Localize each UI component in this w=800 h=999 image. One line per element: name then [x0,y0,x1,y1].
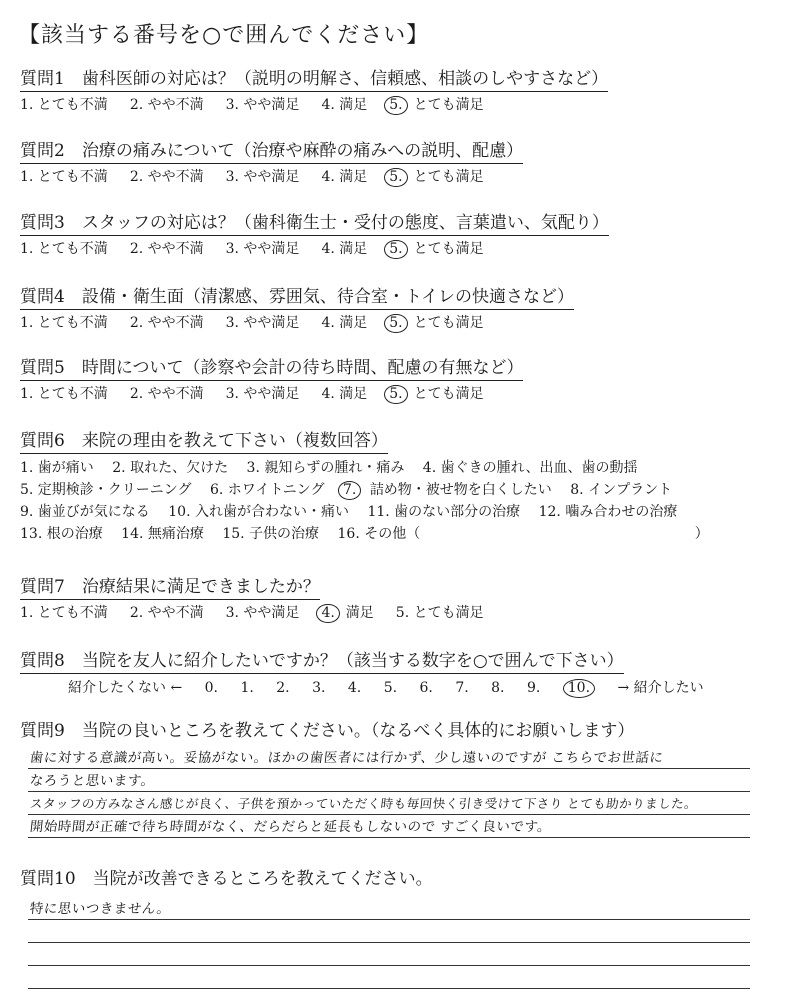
handwritten-text: 開始時間が正確で待ち時間がなく、だらだらと延長もしないので すごく良いです。 [28,819,553,835]
question-5-title: 質問5 時間について（診察や会計の待ち時間、配慮の有無など） [20,357,523,381]
scale-4[interactable]: 4. [347,680,362,696]
question-9-answer[interactable] [28,746,750,838]
question-8-title: 質問8 当院を友人に紹介したいですか？（該当する数字を○で囲んで下さい） [20,650,624,674]
option-5-selected[interactable]: 5. [389,312,407,334]
option-2[interactable]: 2. やや不満 [129,605,204,621]
option-5-selected[interactable]: 5. [389,166,407,188]
option-4[interactable]: 4. 歯ぐきの腫れ、出血、歯の動揺 [422,460,638,476]
scale-8[interactable]: 8. [491,680,505,696]
question-2 [20,140,780,188]
question-5-options [20,383,780,405]
question-3 [20,212,780,260]
option-10[interactable]: 10. 入れ歯が合わない・痛い [168,504,349,520]
option-3[interactable]: 3. 親知らずの腫れ・痛み [246,460,405,476]
option-9[interactable]: 9. 歯並びが気になる [20,504,150,520]
question-7-options [20,602,780,624]
answer-line [28,897,750,920]
option-2[interactable]: 2. 取れた、欠けた [112,460,229,476]
options-row [20,501,780,523]
other-close-paren: ） [694,526,709,542]
option-1[interactable]: 1. とても不満 [20,315,108,331]
question-6-title: 質問6 来院の理由を教えて下さい（複数回答） [20,430,388,454]
option-4-selected[interactable]: 4. [321,602,339,624]
option-1[interactable]: 1. とても不満 [20,241,108,257]
question-7 [20,576,780,624]
question-4-title: 質問4 設備・衛生面（清潔感、雰囲気、待合室・トイレの快適さなど） [20,286,574,310]
question-4-options [20,312,780,334]
scale-0[interactable]: 0. [204,680,218,696]
page-title: 【該当する番号を○で囲んでください】 [18,23,430,48]
option-5-label: とても満足 [413,97,484,113]
answer-line [28,769,750,792]
option-6[interactable]: 6. ホワイトニング [209,482,325,498]
option-3[interactable]: 3. やや満足 [225,169,300,185]
question-2-title: 質問2 治療の痛みについて（治療や麻酔の痛みへの説明、配慮） [20,140,523,164]
handwritten-text: 特に思いつきません。 [28,901,172,917]
option-7-label: 詰め物・被せ物を白くしたい [369,482,552,498]
question-10-title: 質問10 当院が改善できるところを教えてください。 [20,869,433,889]
options-row [20,479,780,501]
scale-9[interactable]: 9. [526,680,541,696]
option-2[interactable]: 2. やや不満 [129,97,204,113]
question-10 [20,868,780,890]
question-7-title: 質問7 治療結果に満足できましたか？ [20,576,320,600]
option-5[interactable]: 5. とても満足 [395,605,484,621]
option-5-label: とても満足 [413,241,484,257]
question-9-title: 質問9 当院の良いところを教えてください。（なるべく具体的にお願いします） [20,721,635,741]
answer-line [28,792,750,815]
options-row [20,523,780,545]
scale-2[interactable]: 2. [276,680,290,696]
option-4[interactable]: 4. 満足 [321,241,368,257]
option-5-label: とても満足 [413,315,484,331]
question-1-title: 質問1 歯科医師の対応は？（説明の明解さ、信頼感、相談のしやすさなど） [20,68,608,92]
option-4[interactable]: 4. 満足 [321,169,368,185]
answer-line [28,966,750,989]
option-5-label: とても満足 [413,169,484,185]
question-8 [20,650,780,699]
scale-left-label: 紹介したくない ← [68,680,183,696]
scale-6[interactable]: 6. [419,680,433,696]
question-1 [20,68,780,116]
question-3-options [20,238,780,260]
scale-1[interactable]: 1. [240,680,254,696]
option-1[interactable]: 1. とても不満 [20,386,108,402]
answer-line [28,920,750,943]
option-1[interactable]: 1. 歯が痛い [20,460,94,476]
option-3[interactable]: 3. やや満足 [225,605,300,621]
option-5-selected[interactable]: 5. [389,94,407,116]
option-12[interactable]: 12. 噛み合わせの治療 [538,504,678,520]
option-5-label: とても満足 [413,386,484,402]
option-7-selected[interactable]: 7. [343,479,361,501]
handwritten-text: なろうと思います。 [28,773,156,789]
scale-5[interactable]: 5. [383,680,398,696]
option-1[interactable]: 1. とても不満 [20,97,108,113]
option-8[interactable]: 8. インプラント [570,482,673,498]
answer-line [28,746,750,769]
question-2-options [20,166,780,188]
scale-right-label: → 紹介したい [617,680,704,696]
question-5 [20,357,780,405]
option-3[interactable]: 3. やや満足 [225,241,300,257]
option-3[interactable]: 3. やや満足 [225,97,300,113]
option-4-label: 満足 [345,605,374,621]
question-10-answer[interactable] [28,897,750,989]
option-5-selected[interactable]: 5. [389,238,407,260]
option-5-selected[interactable]: 5. [389,383,407,405]
options-row [20,457,780,479]
answer-line [28,815,750,838]
option-2[interactable]: 2. やや不満 [129,241,204,257]
option-11[interactable]: 11. 歯のない部分の治療 [367,504,521,520]
question-6-options [20,457,780,545]
option-15[interactable]: 15. 子供の治療 [222,526,320,542]
option-4[interactable]: 4. 満足 [321,386,368,402]
recommend-scale [20,677,780,699]
option-1[interactable]: 1. とても不満 [20,605,108,621]
option-14[interactable]: 14. 無痛治療 [121,526,204,542]
question-9 [20,720,780,742]
handwritten-text: 歯に対する意識が高い。妥協がない。ほかの歯医者には行かず、少し遠いのですが こちらでお世話に [28,750,665,766]
question-4 [20,286,780,334]
option-13[interactable]: 13. 根の治療 [20,526,103,542]
scale-7[interactable]: 7. [455,680,469,696]
scale-10-selected[interactable]: 10. [563,679,595,698]
option-2[interactable]: 2. やや不満 [129,386,204,402]
scale-3[interactable]: 3. [312,680,326,696]
question-6 [20,430,780,545]
option-5[interactable]: 5. 定期検診・クリーニング [20,482,192,498]
option-16[interactable]: 16. その他（ [337,526,421,542]
option-4[interactable]: 4. 満足 [321,97,368,113]
option-3[interactable]: 3. やや満足 [225,386,300,402]
question-1-options [20,94,780,116]
option-3[interactable]: 3. やや満足 [225,315,300,331]
question-3-title: 質問3 スタッフの対応は？（歯科衛生士・受付の態度、言葉遣い、気配り） [20,212,609,236]
handwritten-text: スタッフの方みなさん感じが良く、子供を預かっていただく時も毎回快く引き受けて下さり とても助かりました。 [29,796,698,811]
option-1[interactable]: 1. とても不満 [20,169,108,185]
option-2[interactable]: 2. やや不満 [129,169,204,185]
option-4[interactable]: 4. 満足 [321,315,368,331]
answer-line [28,943,750,966]
option-2[interactable]: 2. やや不満 [129,315,204,331]
